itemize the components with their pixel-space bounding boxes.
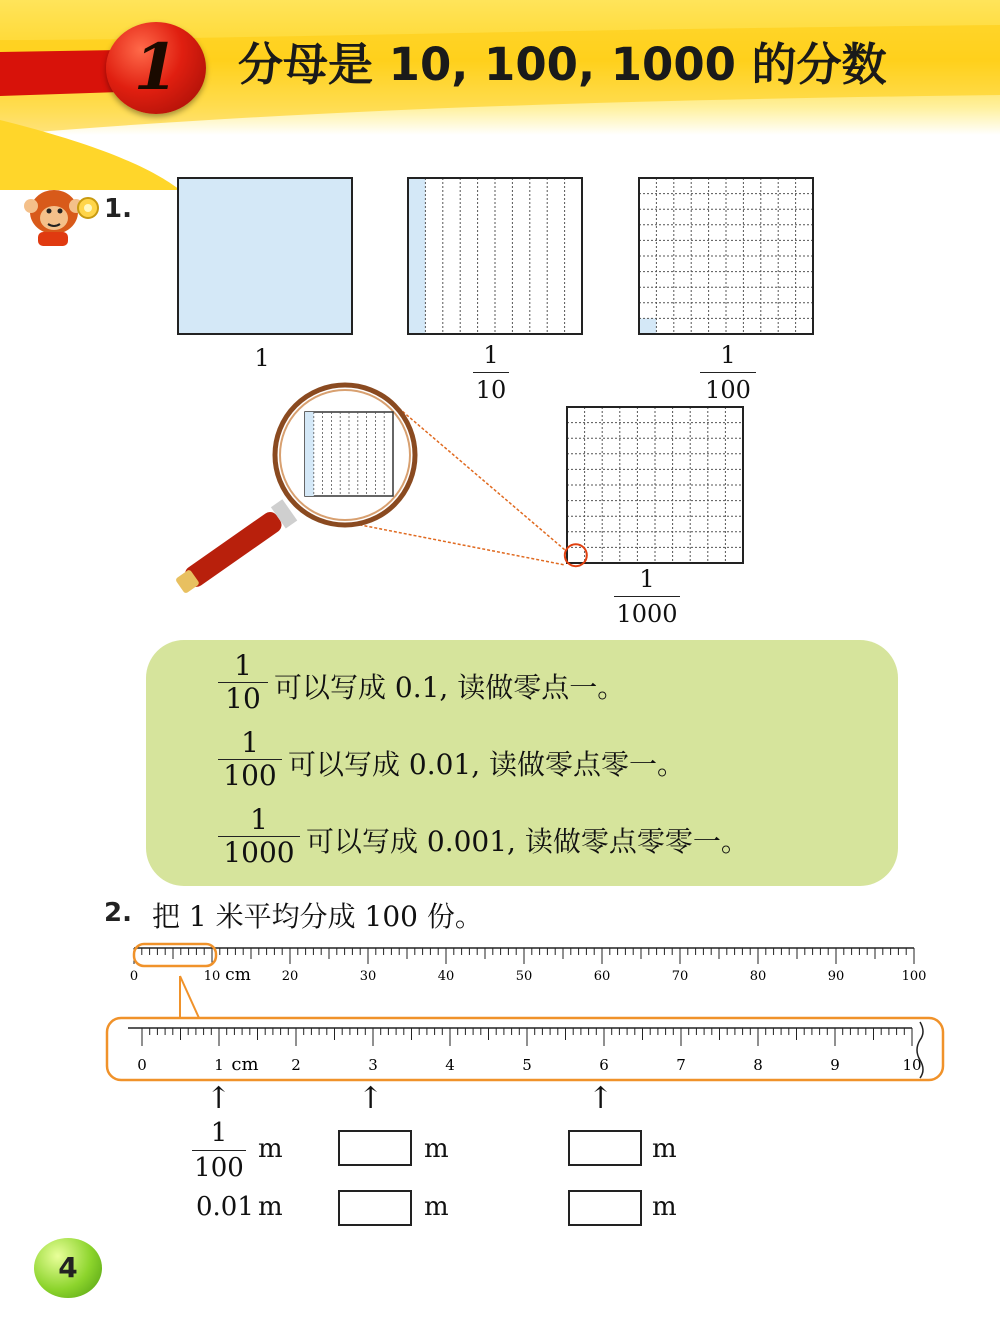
ruler-label: 20: [281, 969, 299, 984]
answer-box-3cm-fraction[interactable]: [338, 1130, 412, 1166]
ruler-label: 9: [830, 1056, 840, 1074]
fraction-denominator: 10: [475, 376, 507, 404]
fraction-numerator: 1: [250, 803, 268, 836]
ruler-label: 10: [203, 969, 221, 984]
unit-label: m: [652, 1134, 677, 1164]
ruler-label: 100: [901, 969, 927, 984]
answer-box-6cm-decimal[interactable]: [568, 1190, 642, 1226]
unit-label: m: [258, 1134, 283, 1164]
fraction-bar: [473, 372, 509, 373]
task2-label: 2.: [104, 898, 132, 928]
unit-label: m: [258, 1192, 283, 1222]
ruler-label: 3: [368, 1056, 378, 1074]
ruler-label: 6: [599, 1056, 609, 1074]
answer-decimal-1cm: 0.01: [196, 1192, 254, 1222]
ruler-label: 0: [129, 969, 139, 984]
fraction-one-hundredth: [696, 340, 760, 405]
ruler-label: 1: [214, 1056, 224, 1074]
task1-label: 1.: [104, 194, 132, 224]
ruler-label: 7: [676, 1056, 686, 1074]
fraction-bar: [614, 596, 680, 597]
fraction-bar: [192, 1150, 246, 1151]
fraction-denominator: 10: [225, 682, 261, 715]
ruler-label: 30: [359, 969, 377, 984]
fraction-one-thousandth: [612, 564, 682, 629]
monkey-mascot-icon: [18, 168, 108, 252]
ruler-label: 0: [137, 1056, 147, 1074]
up-arrow-icon: ↑: [358, 1081, 384, 1116]
ruler-unit: cm: [231, 1054, 259, 1075]
task2-text: 把 1 米平均分成 100 份。: [152, 900, 483, 933]
fraction-bar: [700, 372, 756, 373]
ruler-label: 8: [753, 1056, 763, 1074]
whole-square: [177, 177, 353, 335]
thousandths-square: [566, 406, 744, 566]
ruler-label: 50: [515, 969, 533, 984]
shaded-hundredth: [639, 318, 656, 334]
fraction-denominator: 1000: [223, 836, 295, 869]
ruler-label: 90: [827, 969, 845, 984]
lesson-number: 1: [133, 30, 179, 105]
fraction-numerator: 1: [210, 1118, 228, 1148]
unit-label: m: [424, 1134, 449, 1164]
info-fraction-hundredth: [218, 727, 282, 792]
fraction-numerator: 1: [234, 649, 252, 682]
cm-ruler: [124, 1020, 930, 1080]
fraction-numerator: 1: [639, 565, 655, 593]
info-fraction-thousandth: [218, 804, 300, 869]
answer-fraction-1cm: [190, 1118, 248, 1183]
ruler-label: 60: [593, 969, 611, 984]
fraction-numerator: 1: [483, 341, 499, 369]
fraction-denominator: 100: [194, 1153, 244, 1183]
ruler-unit: cm: [225, 965, 251, 985]
ruler-label: 2: [291, 1056, 301, 1074]
ruler-label: 4: [445, 1056, 455, 1074]
ruler-label: 40: [437, 969, 455, 984]
lesson-title: 分母是 10, 100, 1000 的分数: [238, 38, 887, 91]
fraction-numerator: 1: [720, 341, 736, 369]
shaded-tenth: [408, 178, 425, 334]
tenths-square: [407, 177, 583, 335]
fraction-denominator: 100: [223, 759, 277, 792]
fraction-numerator: 1: [241, 726, 259, 759]
up-arrow-icon: ↑: [588, 1081, 614, 1116]
unit-label: m: [652, 1192, 677, 1222]
answer-box-6cm-fraction[interactable]: [568, 1130, 642, 1166]
whole-label: 1: [254, 344, 270, 372]
ruler-label: 5: [522, 1056, 532, 1074]
unit-label: m: [424, 1192, 449, 1222]
ruler-label: 70: [671, 969, 689, 984]
fraction-denominator: 1000: [616, 600, 678, 628]
ruler-label: 80: [749, 969, 767, 984]
up-arrow-icon: ↑: [206, 1081, 232, 1116]
answer-box-3cm-decimal[interactable]: [338, 1190, 412, 1226]
info-text-hundredth: 可以写成 0.01, 读做零点零一。: [288, 748, 686, 781]
fraction-denominator: 100: [705, 376, 751, 404]
page-number: 4: [58, 1251, 78, 1284]
magnified-shaded-strip: [305, 412, 314, 496]
info-fraction-tenth: [218, 650, 268, 715]
ruler-label: 10: [902, 1056, 922, 1074]
hundredths-square: [638, 177, 814, 335]
magnifier-illustration: [195, 380, 595, 590]
info-text-tenth: 可以写成 0.1, 读做零点一。: [274, 671, 626, 704]
info-text-thousandth: 可以写成 0.001, 读做零点零零一。: [306, 825, 749, 858]
